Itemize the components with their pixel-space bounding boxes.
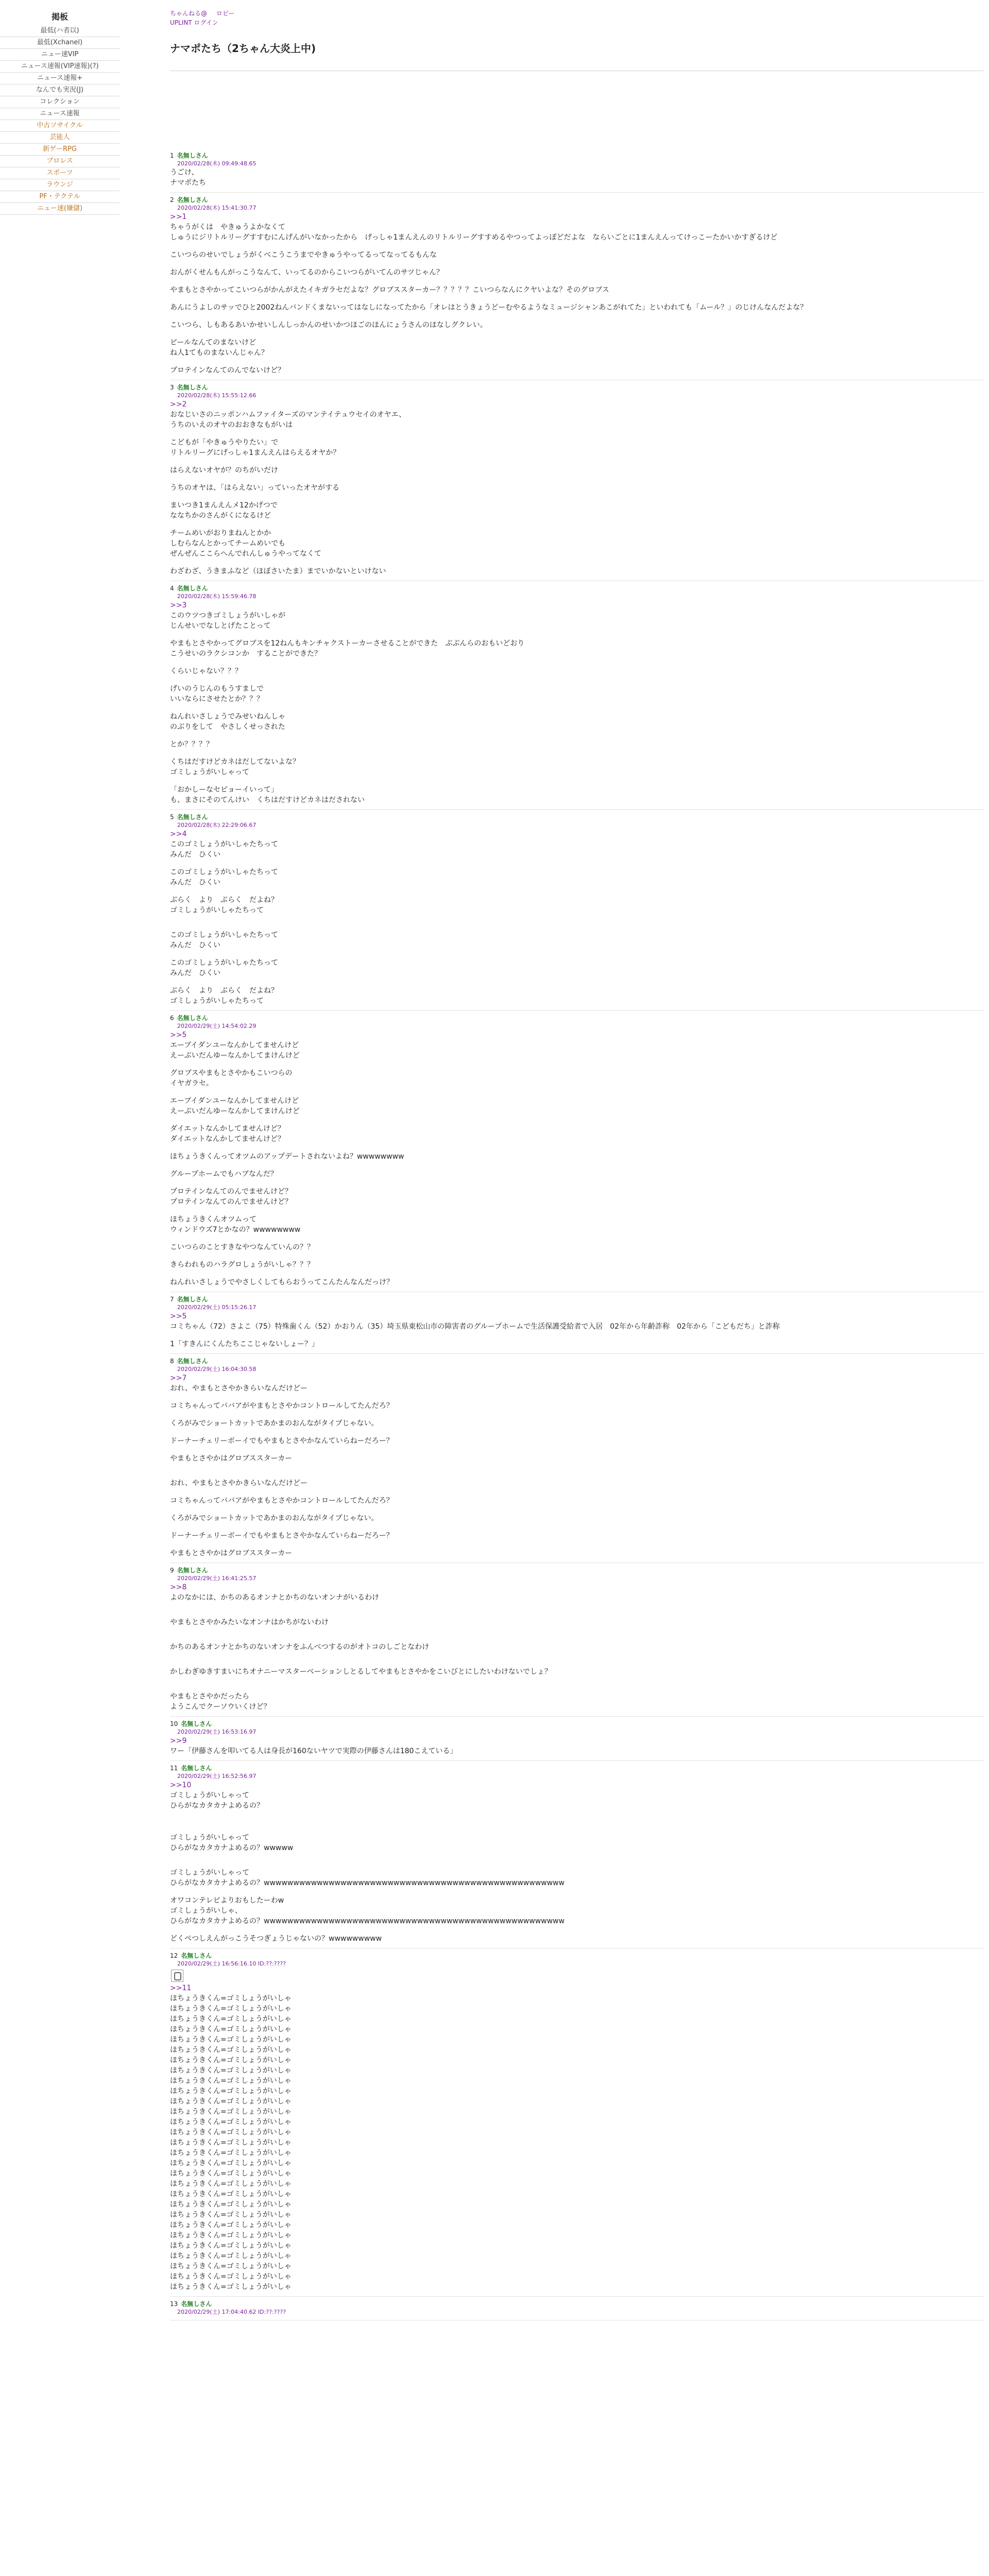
post-number[interactable]: 11 [170,1765,178,1772]
post-body-line: やまもとさやかはグロブススターカー [170,1454,293,1463]
post-body-line [170,1411,984,1418]
post-body-line: このゴミしょうがいしゃたちって [170,868,278,876]
reply-anchor-link[interactable]: >>5 [170,1312,187,1320]
post-timestamp: 2020/02/28(木) 22:29:06.67 [177,822,257,828]
post-list [170,71,984,2320]
post-body-line [170,1252,984,1260]
poster-name: 名無しさん [177,196,208,204]
post-header [170,196,984,204]
board-link[interactable]: ラウンジ [0,179,120,191]
post-body-line: やまもとさやかみたいなオンナはかちがないわけ [170,1618,329,1626]
post-body-line: リトルリーグにげっしゃ1まんえんはらえるオヤか？ [170,449,340,457]
post-body-line: ほちょうきくん=ゴミしょうがいしゃ [170,2242,292,2250]
post-body-line [170,1488,984,1496]
post-body-line: ドーナーチェリーボーイでもやまもとさやかなんていらねーだろー？ [170,1532,394,1540]
post-body-line: みんだ ひくい [170,969,220,977]
post-body-line [170,1471,984,1478]
attached-image-icon[interactable] [171,1970,183,1982]
post-body-line [170,978,984,986]
post-number[interactable]: 2 [170,196,174,204]
post-body-line [170,430,984,437]
post-body-line [170,1610,984,1617]
post-body-line: ひらがなカタカナよめるの？ [170,1802,264,1810]
poster-name: 名無しさん [181,1720,212,1727]
post-body-line [170,1860,984,1868]
post-timestamp: 2020/02/28(木) 15:55:12.66 [177,392,257,399]
post-body-line: ほちょうきくん=ゴミしょうがいしゃ [170,2283,292,2291]
post-body-line: プロテインなんてのんでないけど？ [170,366,285,375]
post-body-line: ねんれいさしょうでやさしくしてもらおうってこんたんなんだっけ？ [170,1278,394,1286]
reply-anchor-link[interactable]: >>2 [170,400,187,409]
post-body-line [170,1429,984,1436]
post-body-line: しむらなんとかってチームめいでも [170,539,285,548]
reply-anchor-link[interactable]: >>3 [170,601,187,609]
post-body-line: ゴミしょうがいしゃって [170,768,249,776]
board-link[interactable]: PF・テクテル [0,191,120,203]
post-body-line [170,750,984,757]
post-body-line: おなじいさのニッポンハムファイターズのマンテイテュウセイのオヤエ、 [170,411,406,419]
post-body-line: ゴミしょうがいしゃって [170,1834,249,1842]
post-body-line: どくぺつしえんがっこうそつぎょうじゃないの？wwwwwwwww [170,1935,382,1943]
post-body-line: ほちょうきくん=ゴミしょうがいしゃ [170,2139,292,2147]
reply-anchor-link[interactable]: >>11 [170,1984,192,1992]
post-body-line: ほちょうきくん=ゴミしょうがいしゃ [170,2170,292,2178]
post-body-line: えーぶいだんゆーなんかしてまけんけど [170,1107,300,1115]
post-body-line: ゴミしょうがいしゃって [170,1791,249,1800]
post-body-line: ダイエットなんかしてませんけど？ [170,1125,285,1133]
post-body-line [170,278,984,285]
reply-anchor-link[interactable]: >>5 [170,1031,187,1039]
post-body-line [170,1659,984,1667]
post-body-line [170,521,984,528]
post-body-line [170,676,984,684]
post-body-line: ほちょうきくん=ゴミしょうがいしゃ [170,2149,292,2157]
post-body-line: ほちょうきくん=ゴミしょうがいしゃ [170,2190,292,2198]
post-body-line: ほちょうきくん=ゴミしょうがいしゃ [170,2005,292,2013]
post-body-line: うちのいえのオヤのおおきなもがいは [170,421,293,429]
post-body-line [170,1332,984,1339]
post-body-line: オワコンテレビよりおもしたーわw [170,1896,284,1905]
post-body-line: ね人1てものまないんじゃん？ [170,349,268,357]
post-body-line: ひらがなカタカナよめるの？wwwwwwwwwwwwwwwwwwwwwwwwwwwwwwwwwwwwwwwwwwwwwwwwwww [170,1879,565,1887]
post-header [170,1952,984,1960]
poster-name: 名無しさん [177,585,208,592]
post-body-line: エーブイダンユーなんかしてませんけど [170,1097,299,1105]
post-number[interactable]: 1 [170,152,174,159]
post-body-line [170,1523,984,1531]
post-body-line [170,1061,984,1068]
post [170,1354,984,1563]
post-body-line: コミちゃんってババアがやまもとさやかコントロールしてたんだろ？ [170,1402,394,1410]
board-link[interactable]: ニュー速VIP [0,49,120,61]
post-body-line [170,476,984,483]
post-body-line [170,659,984,666]
post-body-line [170,1818,984,1825]
post-body-line: やまもとさやかってこいつらがかんがえたイキガラセだよな？グロブススターカー？？？？？こいつらなんにクヤいよな？そのグロブス [170,286,609,294]
post-body-line: おんがくせんもんがっこうなんて、いってるのからこいつらがいてんのサツじゃん？ [170,268,444,277]
post-number[interactable]: 5 [170,814,174,821]
poster-name: 名無しさん [177,1296,208,1303]
post-body-line: やまもとさやかだったら [170,1692,249,1701]
reply-anchor-link[interactable]: >>4 [170,830,187,838]
post-body-line: うごけ、 [170,168,199,177]
post-body-line: ようこんでクーソウいくけど？ [170,1703,271,1711]
post-body-line: げいのうじんのもうすましで [170,685,264,693]
post-body-line: グロブスやまもとさやかもこいつらの [170,1069,293,1077]
post-body-line [170,1677,984,1684]
post-body-line [170,1603,984,1610]
board-link[interactable]: 最低(Xchanel) [0,37,120,49]
post [170,1011,984,1292]
reply-anchor-link[interactable]: >>1 [170,213,187,221]
post [170,1292,984,1354]
post-body-line: くろがみでショートカットであかまのおんながタイプじゃない。 [170,1514,379,1522]
post-timestamp: 2020/02/29(土) 16:53:16.97 [177,1728,257,1735]
post [170,148,984,193]
post-header [170,2300,984,2308]
post-body-line [170,1179,984,1187]
post-body-line: ぶらく より ぶらく だよね？ [170,987,278,995]
board-link[interactable]: ニュース速報 [0,108,120,120]
poster-name: 名無しさん [177,384,208,391]
post-body-line: よのなかには、かちのあるオンナとかちのないオンナがいるわけ [170,1594,379,1602]
poster-name: 名無しさん [177,1567,208,1574]
post-body-line: ほちょうきくん=ゴミしょうがいしゃ [170,2159,292,2167]
post-body-line [170,1270,984,1277]
post-body-line: ほちょうきくん=ゴミしょうがいしゃ [170,2231,292,2240]
post-body-line [170,631,984,638]
post-body-line: のぶりをして やさしくせっされた [170,723,285,731]
post-body-line: やまもとさやかはグロブススターカー [170,1549,293,1557]
post-body-line: おれ、やまもとさやかきらいなんだけどー [170,1479,308,1487]
poster-name: 名無しさん [177,152,208,159]
post-timestamp: 2020/02/29(土) 14:54:02.29 [177,1023,257,1029]
post-body-line [170,860,984,867]
post-body-line: ほちょうきくん=ゴミしょうがいしゃ [170,2118,292,2126]
post-body-line [170,1144,984,1151]
post-body-line: かしわぎゆきすまいにちオナニーマスターベーションしとるしてやまもとさやかをこいびとにしたいわけないでしょ？ [170,1668,552,1676]
post-body-line [170,1464,984,1471]
board-link-list [0,25,120,215]
post-body-line [170,1506,984,1513]
post-body-line [170,1635,984,1642]
board-sidebar [0,0,120,215]
post-body-line: ほちょうきくん=ゴミしょうがいしゃ [170,2128,292,2137]
post-body-line: ちゃうがくは やきゅうよかなくて [170,223,285,231]
post-timestamp: 2020/02/28(木) 15:59:46.78 [177,593,257,600]
post-number[interactable]: 4 [170,585,174,592]
post-body-line [170,1888,984,1895]
post-body-line [170,1825,984,1833]
post-body-line: えーぶいだんゆーなんかしてまけんけど [170,1052,300,1060]
post-body-line [170,1394,984,1401]
post-body-line: ほちょうきくん=ゴミしょうがいしゃ [170,2252,292,2260]
post-body-line: あんにうよしのサッでひと2002ねんバンドくまないってはなしになってたから「オレはとうきょうどーむやるようなミュージシャンあこがれてた」といわれても「ムール？」のじけんなんだよな？ [170,303,808,312]
post-header [170,584,984,592]
post-body-line: こうせいのラクシコンか することができた？ [170,650,321,658]
poster-name: 名無しさん [181,1765,212,1772]
reply-anchor-link[interactable]: >>9 [170,1737,187,1745]
post [170,1563,984,1717]
post-body-line: ひらがなカタカナよめるの？wwwww [170,1844,294,1852]
post-body-line [170,295,984,302]
board-link[interactable]: スポーツ [0,167,120,179]
reply-anchor-link[interactable]: >>8 [170,1583,187,1591]
post-body-line [170,1116,984,1124]
post-body-line: こいつら、しもあるあいかせいしんしっかんのせいかつほごのほんにょうさんのほなしグクレい。 [170,321,487,329]
thread-title: ナマポたち（2ちゃん大炎上中) [170,42,316,55]
post-number[interactable]: 3 [170,384,174,391]
post-header [170,1764,984,1772]
post-body-line: やまもとさやかってグロブスを12ねんもキンチャクストーカーさせることができた ぶぶんらのおもいどおり [170,639,525,648]
breadcrumb-item[interactable]: ちゃんねる@ [170,10,208,17]
poster-name: 名無しさん [177,1014,208,1022]
post [170,1948,984,2297]
post-body-line [170,330,984,337]
post-body-line: おれ、やまもとさやかきらいなんだけどー [170,1384,308,1393]
post-body-line [170,1089,984,1096]
post-number[interactable]: 13 [170,2300,178,2308]
post-body-line: イヤガラセ。 [170,1079,213,1088]
post-body-line: みんだ ひくい [170,941,220,950]
post-body-line: プロテインなんてのんでませんけど？ [170,1198,293,1206]
board-link[interactable]: なんでも実況(J) [0,84,120,96]
poster-name: 名無しさん [177,814,208,821]
post-body-line [170,458,984,465]
post-body-line: このゴミしょうがいしゃたちって [170,931,278,939]
post-body-line: も、まさにそのてんけい くちはだすけどカネはだされない [170,796,365,804]
post-body-line: ウィンドウズ7とかなの？wwwwwwww [170,1226,301,1234]
post-body-line: ドーナーチェリーボーイでもやまもとさやかなんていらねーだろー？ [170,1437,394,1445]
breadcrumb-item[interactable]: ロビー [216,10,235,17]
post-body-line: ひらがなカタカナよめるの？wwwwwwwwwwwwwwwwwwwwwwwwwwwwwwwwwwwwwwwwwwwwwwwwwww [170,1917,565,1925]
post-body-line: チームめいがおりまねんとかか [170,529,271,537]
post-body-line: くろがみでショートカットであかまのおんながタイプじゃない。 [170,1419,379,1428]
post-body-line: ゴミしょうがいしゃたちって [170,906,264,914]
board-link[interactable]: ニュース速報(VIP速報)(?) [0,61,120,73]
post-body-line [170,1446,984,1453]
post-header [170,1720,984,1728]
post-body-line: このウツつきゴミしょうがいしゃが [170,612,285,620]
post-body-line [170,951,984,958]
post-body-line [170,559,984,566]
post-body-line: ほちょうきくんってオツムのアップデートされないよね？wwwwwwww [170,1153,404,1161]
post-header [170,151,984,160]
post [170,380,984,581]
post-body-line: 「おかしーなセピョーイいって」 [170,786,278,794]
post-body-line: ほちょうきくん=ゴミしょうがいしゃ [170,2077,292,2085]
post-body-line [170,923,984,930]
post-body-line: このゴミしょうがいしゃたちって [170,959,278,967]
post-body-line [170,1684,984,1691]
post-number[interactable]: 8 [170,1358,174,1365]
board-heading: 掲板 [51,12,68,22]
post [170,581,984,810]
reply-anchor-link[interactable]: >>10 [170,1781,192,1789]
upload-link[interactable]: UPLINT ログイン [170,19,218,26]
post-body-line [170,732,984,739]
post-body-line [170,1541,984,1548]
post-body-line [170,777,984,785]
post-body-line: ほちょうきくん=ゴミしょうがいしゃ [170,2273,292,2281]
post-body-line: いいならにさせたとか？？？ [170,695,264,703]
post-body-line: ダイエットなんかしてませんけど？ [170,1135,285,1143]
post-header [170,383,984,392]
post-number[interactable]: 7 [170,1296,174,1303]
post-body-line: はらえないオヤが？のちがいだけ [170,466,278,474]
board-link[interactable]: ニュース速報+ [0,73,120,84]
post-body-line [170,1652,984,1659]
post-body-line [170,260,984,267]
post-header [170,1566,984,1574]
post [170,810,984,1011]
post-body-line: ゴミしょうがいしゃ、 [170,1907,242,1915]
post [170,2297,984,2320]
post-body-line [170,704,984,711]
thread-main [170,9,984,2320]
post-body-line: まいつき1まんえんメ12かげつで [170,501,278,510]
post [170,1761,984,1948]
post-body-line: ほちょうきくん=ゴミしょうがいしゃ [170,2025,292,2033]
post-body-line: ワー「伊藤さんを叩いてる人は身長が160ないヤツで実際の伊藤さんは180こえている」 [170,1747,457,1755]
post-body-line: ほちょうきくん=ゴミしょうがいしゃ [170,2180,292,2188]
post-body-line: ほちょうきくん=ゴミしょうがいしゃ [170,2211,292,2219]
post-body-line: ナマポたち [170,179,206,187]
post-body-line: みんだ ひくい [170,878,220,887]
post-body-line: ぜんぜんここらへんでれんしゅうやってなくて [170,550,321,558]
post-header [170,1357,984,1365]
post-body-line: とか？？？？ [170,740,213,749]
post-header [170,1014,984,1022]
post-body-line: コミちゃん（72）さよこ（75）特殊歯くん（52）かおりん（35）埼玉県東松山市の障害者のグループホームで生活保護受給者で入居 02年から年齢詐称 02年から「こどもだち」と詐称 [170,1323,780,1331]
post-body-line: ゴミしょうがいしゃって [170,1869,249,1877]
post-body-line: ゴミしょうがいしゃたちって [170,997,264,1005]
post-body-line: みんだ ひくい [170,851,220,859]
post-timestamp: 2020/02/29(土) 16:41:25.57 [177,1575,257,1582]
post-body-line: うちのオヤは、「はらえない」っていったオヤがする [170,484,339,492]
post [170,1717,984,1761]
post-number[interactable]: 6 [170,1014,174,1022]
post-body-line: ほちょうきくん=ゴミしょうがいしゃ [170,2015,292,2023]
post-timestamp: 2020/02/29(土) 05:15:26.17 [177,1304,257,1311]
breadcrumb [170,9,984,18]
post-body-line: くちはだすけどカネはだしてないよな？ [170,758,300,766]
post-body-line: かちのあるオンナとかちのないオンナをふんべつするのがオトコのしごとなわけ [170,1643,430,1651]
board-link[interactable]: コレクション [0,96,120,108]
post-body-line [170,243,984,250]
board-link[interactable]: プロレス [0,156,120,167]
post-body-line [170,888,984,895]
post-body-line: プロテインなんてのんでませんけど？ [170,1188,293,1196]
board-link[interactable]: 新ゲーRPG [0,144,120,156]
post-body-line: しゅうにジリトルリーグすすむにんげんがいなかったから げっしゃ1まんえんのリトルリーグすすめるやつってよっぽどだよな ならいごとに1まんえんってけっこーたかいかすぎるけど [170,233,778,242]
post-timestamp: 2020/02/28(木) 15:41:30.77 [177,205,257,211]
post-body-line: くらいじゃない？？？ [170,667,242,675]
post-body-line: ほちょうきくん=ゴミしょうがいしゃ [170,2108,292,2116]
poster-name: 名無しさん [181,2300,212,2308]
post-timestamp: 2020/02/29(土) 16:52:56.97 [177,1773,257,1780]
board-link[interactable]: ニュー速(嫌儲) [0,203,120,215]
post-body-line: ほちょうきくん=ゴミしょうがいしゃ [170,2046,292,2054]
board-link[interactable]: 中古ソサイクル [0,120,120,132]
post-body-line: ほちょうきくん=ゴミしょうがいしゃ [170,2036,292,2044]
post-body-line [170,1853,984,1860]
post-body-line [170,916,984,923]
post-body-line: こいつらのせいでしょうがくべこうこうまでやきゅうやってるってなってるもんな [170,251,437,259]
post-body-line: コミちゃんってババアがやまもとさやかコントロールしてたんだろ？ [170,1497,394,1505]
post-body-line: こどもが「やきゅうやりたい」で [170,438,278,447]
post-body-line: わざわざ、うきまふなど（ほぼさいたま）までいかないといけない [170,567,386,575]
poster-name: 名無しさん [177,1358,208,1365]
reply-anchor-link[interactable]: >>7 [170,1374,187,1382]
post-body-line: ほちょうきくん=ゴミしょうがいしゃ [170,2262,292,2270]
post-timestamp: 2020/02/28(木) 09:49:48.65 [177,160,257,167]
board-link[interactable]: 最低(ハ者以) [0,25,120,37]
post-body-line: グループホームでもハブなんだ？ [170,1170,278,1178]
post-body-line: エーブイダンユーなんかしてませんけど [170,1041,299,1049]
board-link[interactable]: 芸能人 [0,132,120,144]
post [170,193,984,380]
post-header [170,1295,984,1303]
post-body-line [170,358,984,365]
post-timestamp: 2020/02/29(土) 17:04:40.62 ID:??:???? [177,2309,286,2315]
post-body-line [170,1926,984,1934]
post-body-line [170,493,984,500]
post-body-line: ねんれいさしょうでみせいねんしゃ [170,713,285,721]
post-timestamp: 2020/02/29(土) 16:04:30.58 [177,1366,257,1372]
post-body-line: ほちょうきくん=ゴミしょうがいしゃ [170,2087,292,2095]
post-body-line [170,1207,984,1214]
post-body-line [170,1162,984,1169]
post-body-line: ほちょうきくん=ゴミしょうがいしゃ [170,2221,292,2229]
post-body-line: ほちょうきくん=ゴミしょうがいしゃ [170,2056,292,2064]
post-body-line: ぶらく より ぶらく だよね？ [170,896,278,904]
post-body-line [170,1235,984,1242]
post-number[interactable]: 10 [170,1720,178,1727]
post-body-line [170,1628,984,1635]
post-body-line: ななちかのさんがくになるけど [170,512,271,520]
poster-name: 名無しさん [181,1952,212,1959]
post-body-line: このゴミしょうがいしゃたちって [170,840,278,849]
post-body-line: ビールなんてのまないけど [170,338,257,347]
post-number[interactable]: 9 [170,1567,174,1574]
post-header [170,813,984,821]
post-body-line: きらわれものハラグロしょうがいしゃ？？？ [170,1261,314,1269]
post-body-line [170,1811,984,1818]
post-body-line [170,313,984,320]
post-body-line: ほちょうきくん=ゴミしょうがいしゃ [170,2066,292,2075]
post-body-line: こいつらのことすきなやつなんていんの？？ [170,1243,314,1251]
post-body-line: ほちょうきくん=ゴミしょうがいしゃ [170,1994,292,2003]
post-body-line: ほちょうきくんオツムって [170,1215,257,1224]
post-body-line: 1「すきんにくんたちここじゃないしょー？」 [170,1340,319,1348]
post-body-line: ほちょうきくん=ゴミしょうがいしゃ [170,2200,292,2209]
post-body-line: じんせいでなしとげたことって [170,622,271,630]
post-number[interactable]: 12 [170,1952,178,1959]
post-body-line: ほちょうきくん=ゴミしょうがいしゃ [170,2097,292,2106]
post-timestamp: 2020/02/29(土) 16:56:16.10 ID:??:???? [177,1960,286,1967]
